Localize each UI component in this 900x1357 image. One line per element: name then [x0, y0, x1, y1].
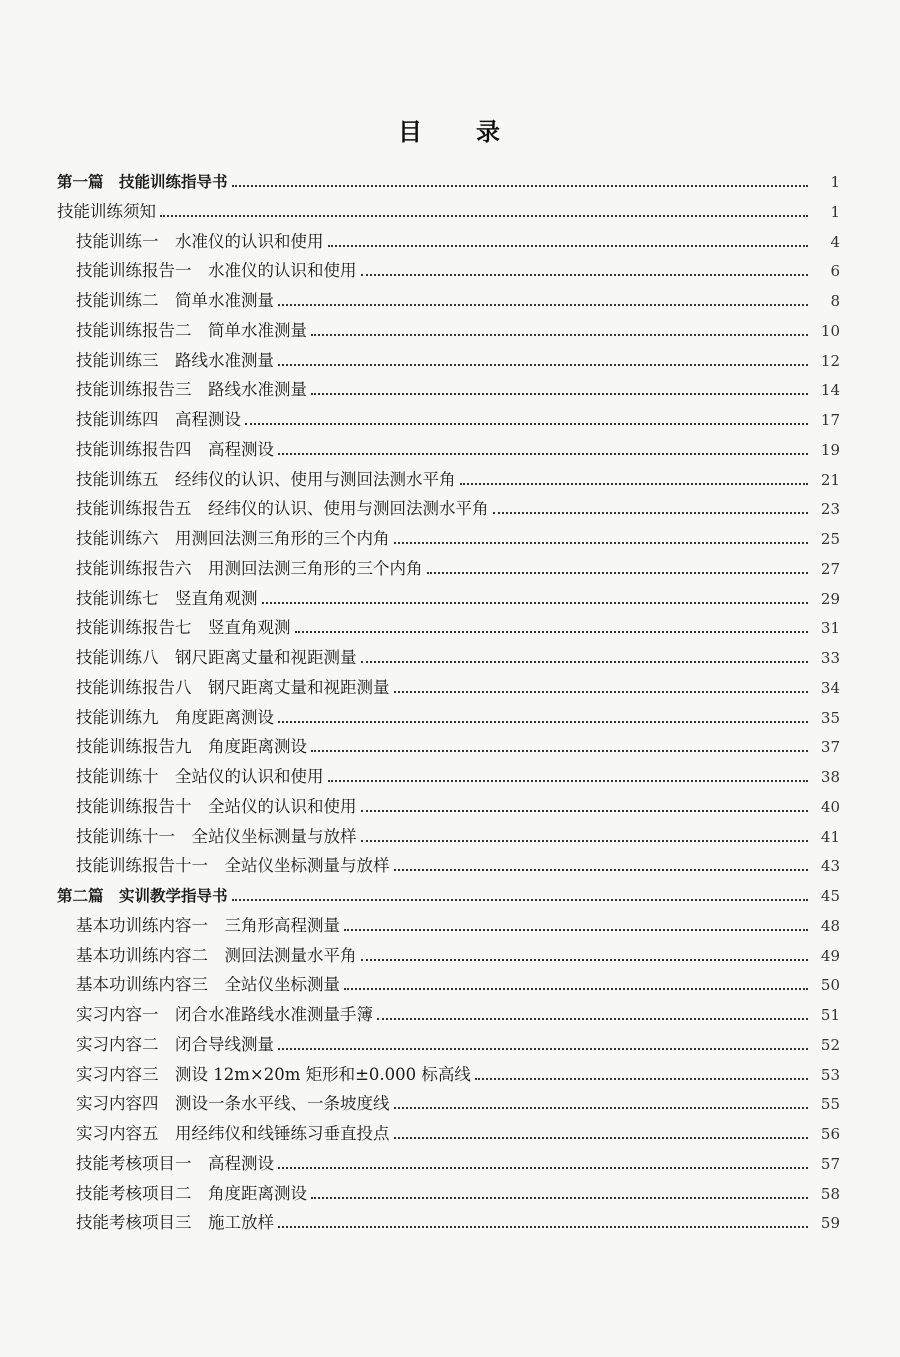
toc-page-number: 45 — [820, 887, 840, 905]
toc-entry — [0, 1085, 900, 1115]
toc-dot-leader — [361, 959, 809, 961]
toc-entry-label: 技能训练报告六 用测回法测三角形的三个内角 — [76, 558, 423, 578]
toc-entry — [0, 1204, 900, 1234]
toc-entry — [0, 520, 900, 550]
toc-entry-label: 技能训练报告二 简单水准测量 — [76, 320, 307, 340]
toc-entry — [0, 1115, 900, 1145]
toc-entry-label: 技能训练报告四 高程测设 — [76, 439, 274, 459]
toc-entry-label: 技能训练报告一 水准仪的认识和使用 — [76, 261, 357, 281]
toc-page-number: 1 — [830, 202, 840, 221]
toc-entry-label: 基本功训练内容二 测回法测量水平角 — [76, 945, 357, 965]
toc-entry — [0, 550, 900, 580]
toc-entry-label: 技能训练报告五 经纬仪的认识、使用与测回法测水平角 — [76, 499, 489, 519]
toc-entry — [0, 223, 900, 253]
toc-page-number: 23 — [820, 500, 840, 519]
toc-entry — [0, 1145, 900, 1175]
toc-dot-leader — [394, 1107, 809, 1109]
toc-page-number: 50 — [820, 976, 840, 995]
toc-entry-label: 技能训练报告九 角度距离测设 — [76, 737, 307, 757]
toc-page-number: 33 — [820, 649, 840, 667]
toc-dot-leader — [232, 185, 808, 187]
toc-page-number: 4 — [830, 232, 840, 251]
toc-page-number: 43 — [820, 857, 840, 876]
toc-entry — [0, 1175, 900, 1205]
toc-entry — [0, 818, 900, 848]
toc-page-number: 31 — [820, 619, 840, 638]
toc-entry — [0, 252, 900, 282]
toc-entry — [0, 490, 900, 520]
toc-entry — [0, 847, 900, 877]
toc-dot-leader — [278, 1226, 808, 1228]
toc-page-number: 48 — [820, 916, 840, 935]
toc-dot-leader — [328, 780, 809, 782]
toc-page-number: 51 — [820, 1006, 840, 1024]
toc-entry — [0, 282, 900, 312]
toc-entry — [0, 966, 900, 996]
toc-entry-label: 基本功训练内容三 全站仪坐标测量 — [76, 975, 340, 995]
toc-page-number: 8 — [830, 292, 840, 310]
toc-entry — [0, 401, 900, 431]
toc-entry-label: 技能训练须知 — [57, 201, 156, 221]
toc-page-number: 19 — [820, 440, 840, 459]
toc-dot-leader — [493, 512, 809, 514]
toc-dot-leader — [262, 602, 809, 604]
toc-dot-leader — [232, 899, 808, 901]
toc-entry — [0, 609, 900, 639]
toc-dot-leader — [278, 453, 808, 455]
toc-entry-label: 技能训练报告十一 全站仪坐标测量与放样 — [76, 856, 390, 876]
toc-entry-label: 技能考核项目三 施工放样 — [76, 1213, 274, 1233]
toc-dot-leader — [311, 1197, 808, 1199]
toc-page-number: 17 — [820, 411, 840, 429]
toc-entry — [0, 996, 900, 1026]
toc-dot-leader — [295, 631, 809, 633]
toc-page-number: 49 — [820, 946, 840, 965]
toc-page-number: 35 — [820, 708, 840, 727]
toc-entry — [0, 312, 900, 342]
toc-page-number: 38 — [820, 768, 840, 786]
toc-page-number: 41 — [820, 827, 840, 846]
toc-page-number: 37 — [820, 738, 840, 757]
toc-entry — [0, 699, 900, 729]
toc-entry — [0, 371, 900, 401]
toc-page-number: 14 — [820, 381, 840, 400]
toc-entry-label: 技能训练十 全站仪的认识和使用 — [76, 767, 324, 786]
toc-page-number: 58 — [820, 1184, 840, 1203]
toc-entry — [0, 342, 900, 372]
toc-part-heading — [0, 877, 900, 907]
toc-entry-label: 基本功训练内容一 三角形高程测量 — [76, 915, 340, 935]
toc-entry — [0, 937, 900, 967]
toc-entry-label: 技能训练报告三 路线水准测量 — [76, 380, 307, 400]
toc-entry-label: 实习内容二 闭合导线测量 — [76, 1034, 274, 1054]
toc-entry — [0, 639, 900, 669]
toc-dot-leader — [394, 1137, 809, 1139]
toc-dot-leader — [460, 483, 809, 485]
toc-dot-leader — [394, 869, 809, 871]
toc-dot-leader — [361, 661, 809, 663]
toc-dot-leader — [344, 929, 808, 931]
toc-entry — [0, 758, 900, 788]
toc-entry-label: 技能训练八 钢尺距离丈量和视距测量 — [76, 648, 357, 667]
toc-entry-label: 实习内容四 测设一条水平线、一条坡度线 — [76, 1094, 390, 1114]
toc-page-number: 1 — [830, 173, 840, 191]
toc-page-number: 10 — [820, 321, 840, 340]
toc-page-number: 52 — [820, 1035, 840, 1054]
toc-entry — [0, 580, 900, 610]
toc-dot-leader — [278, 1048, 808, 1050]
toc-dot-leader — [361, 840, 809, 842]
toc-dot-leader — [344, 988, 808, 990]
toc-dot-leader — [394, 542, 809, 544]
toc-entry-label: 技能训练九 角度距离测设 — [76, 707, 274, 727]
toc-dot-leader — [361, 810, 809, 812]
toc-part-heading — [0, 163, 900, 193]
toc-entry-label: 技能考核项目一 高程测设 — [76, 1153, 274, 1173]
toc-page-number: 53 — [820, 1065, 840, 1084]
toc-dot-leader — [278, 364, 808, 366]
toc-entry-label: 技能训练三 路线水准测量 — [76, 350, 274, 370]
toc-entry-label: 实习内容三 测设 12m×20m 矩形和±0.000 标高线 — [76, 1064, 471, 1084]
toc-entry-label: 技能训练六 用测回法测三角形的三个内角 — [76, 529, 390, 548]
toc-entry — [0, 788, 900, 818]
toc-dot-leader — [361, 274, 809, 276]
toc-entry — [0, 1026, 900, 1056]
toc-entry — [0, 193, 900, 223]
toc-page-number: 25 — [820, 530, 840, 548]
toc-page-number: 27 — [820, 559, 840, 578]
toc-page-number: 57 — [820, 1154, 840, 1173]
toc-dot-leader — [377, 1018, 808, 1020]
toc-page-number: 55 — [820, 1095, 840, 1114]
toc-entry — [0, 1056, 900, 1086]
toc-entry-label: 技能训练报告十 全站仪的认识和使用 — [76, 796, 357, 816]
toc-dot-leader — [475, 1078, 808, 1080]
toc-dot-leader — [394, 691, 809, 693]
toc-dot-leader — [278, 1167, 808, 1169]
toc-entry-label: 技能考核项目二 角度距离测设 — [76, 1183, 307, 1203]
toc-dot-leader — [278, 304, 808, 306]
toc-page-number: 40 — [820, 797, 840, 816]
toc-page-number: 34 — [820, 678, 840, 697]
toc-entry — [0, 907, 900, 937]
toc-page-number: 6 — [830, 262, 840, 281]
toc-dot-leader — [328, 245, 809, 247]
toc-page-number: 56 — [820, 1125, 840, 1143]
toc-entry-label: 技能训练十一 全站仪坐标测量与放样 — [76, 826, 357, 846]
toc-entry — [0, 669, 900, 699]
toc-page-number: 21 — [820, 470, 840, 489]
toc-entry-label: 技能训练五 经纬仪的认识、使用与测回法测水平角 — [76, 469, 456, 489]
toc-entry-label: 第一篇 技能训练指导书 — [57, 173, 228, 191]
toc-dot-leader — [311, 334, 808, 336]
toc-entry-label: 技能训练一 水准仪的认识和使用 — [76, 231, 324, 251]
toc-dot-leader — [311, 393, 808, 395]
toc-page-number: 29 — [820, 589, 840, 608]
toc-page-number: 12 — [820, 351, 840, 370]
toc-page-number: 59 — [820, 1214, 840, 1233]
toc-entry — [0, 461, 900, 491]
toc-dot-leader — [278, 721, 808, 723]
toc-entry-label: 实习内容五 用经纬仪和线锤练习垂直投点 — [76, 1124, 390, 1143]
toc-dot-leader — [311, 750, 808, 752]
toc-dot-leader — [427, 572, 809, 574]
toc-entry — [0, 431, 900, 461]
toc-entry-label: 技能训练七 竖直角观测 — [76, 588, 258, 608]
toc-dot-leader — [160, 215, 808, 217]
toc-entry-label: 第二篇 实训教学指导书 — [57, 887, 228, 905]
toc-entry-label: 技能训练报告七 竖直角观测 — [76, 618, 291, 638]
toc-entry-label: 技能训练四 高程测设 — [76, 410, 241, 429]
toc-entry — [0, 728, 900, 758]
toc-entry-label: 技能训练二 简单水准测量 — [76, 291, 274, 310]
toc-entry-label: 技能训练报告八 钢尺距离丈量和视距测量 — [76, 677, 390, 697]
page-title: 目 录 — [398, 118, 502, 146]
toc-entry-label: 实习内容一 闭合水准路线水准测量手簿 — [76, 1005, 373, 1024]
toc-dot-leader — [245, 423, 808, 425]
